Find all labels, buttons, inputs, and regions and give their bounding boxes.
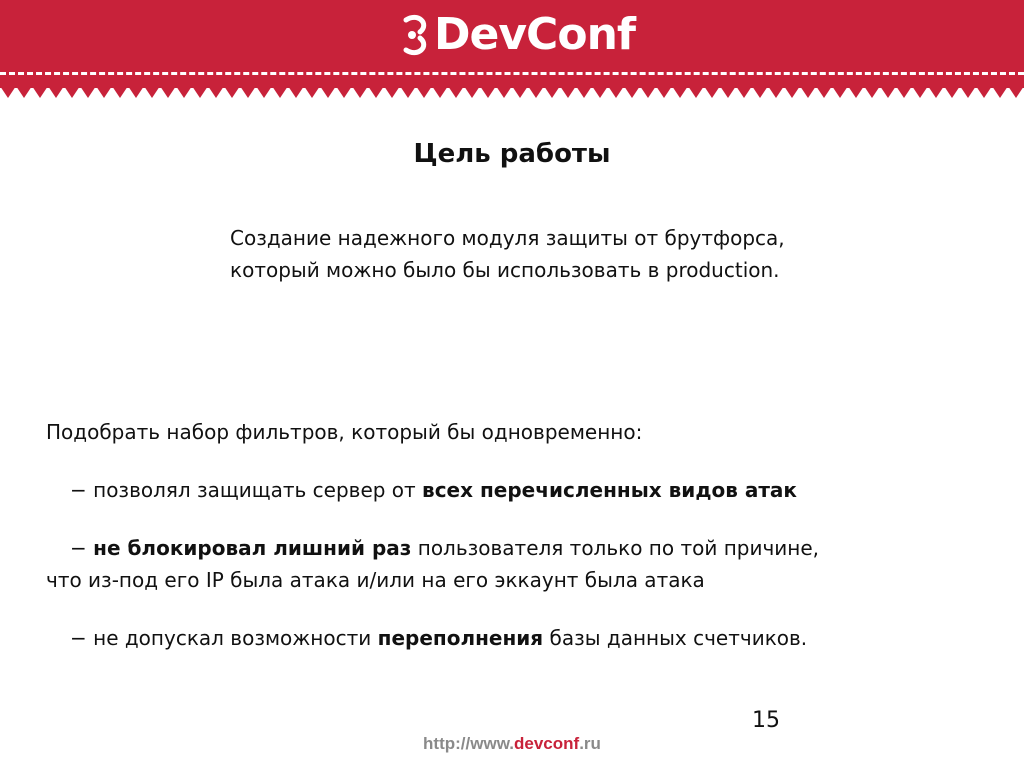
slide-title: Цель работы xyxy=(413,139,611,169)
header-dashed-divider xyxy=(0,72,1024,75)
header-zigzag-edge xyxy=(0,86,1024,100)
goal-line-1: Создание надежного модуля защиты от брутфорса, xyxy=(230,226,785,250)
page-number: 15 xyxy=(752,708,780,733)
goal-line-2: который можно было бы использовать в production. xyxy=(230,258,780,282)
requirement-1-emphasis: всех перечисленных видов атак xyxy=(422,478,797,502)
logo-text: DevConf xyxy=(434,9,636,60)
requirement-item-1: − позволял защищать сервер от всех перечисленных видов атак xyxy=(70,478,797,502)
requirement-item-2: − не блокировал лишний раз пользователя только по той причине, xyxy=(70,536,820,560)
header-banner xyxy=(0,0,1024,88)
requirement-item-2-continuation: что из-под его IP была атака и/или на его эккаунт была атака xyxy=(46,568,705,592)
goal-statement xyxy=(230,222,930,286)
requirements-intro: Подобрать набор фильтров, который бы одновременно: xyxy=(46,420,643,444)
requirement-2-emphasis: не блокировал лишний раз xyxy=(93,536,412,560)
requirement-3-emphasis: переполнения xyxy=(377,626,544,650)
requirements-list xyxy=(46,416,966,654)
requirement-item-3: − не допускал возможности переполнения базы данных счетчиков. xyxy=(70,626,808,650)
footer-url-link[interactable]: http://www.devconf.ru xyxy=(423,734,601,753)
devconf-logo xyxy=(400,6,636,64)
